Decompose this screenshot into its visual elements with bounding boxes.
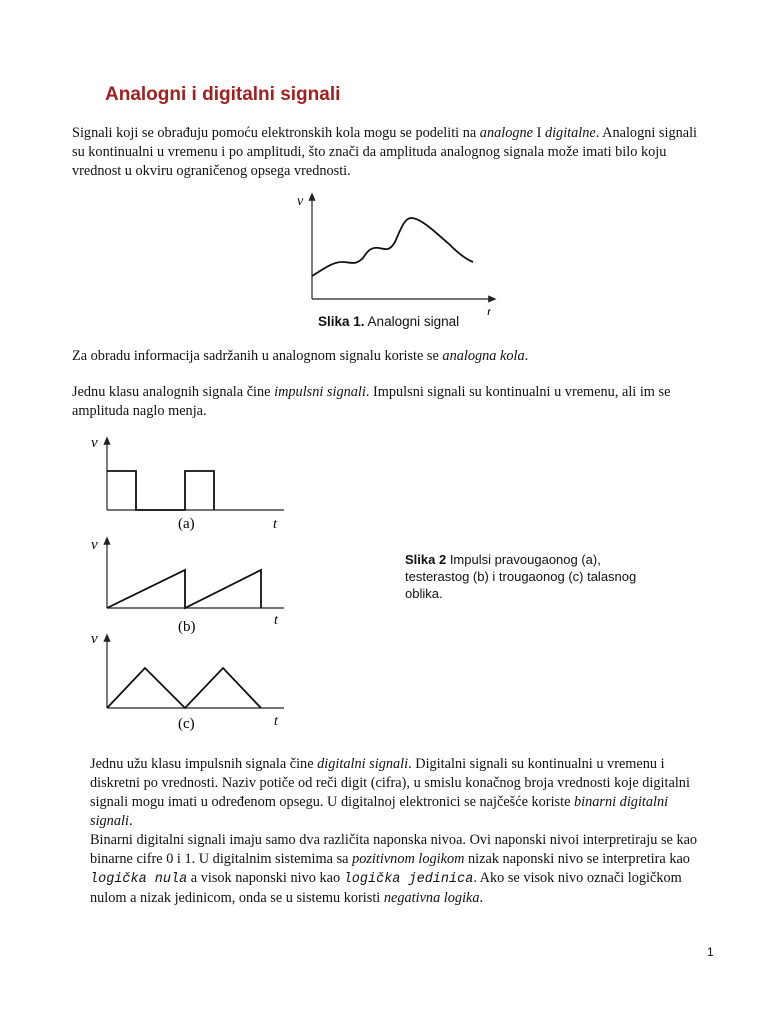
emphasis: digitalne bbox=[544, 125, 596, 141]
analog-signal-curve bbox=[312, 218, 473, 276]
x-axis-label: t bbox=[273, 517, 277, 532]
sawtooth-wave bbox=[107, 570, 261, 608]
page-title: Analogni i digitalni signali bbox=[105, 84, 341, 105]
x-axis-label: t bbox=[274, 613, 278, 628]
text: Binarni digitalni signali imaju samo dva različita naponska nivoa. Ovi naponski nivoi interpretiraju se kao binarne cifre 0 i 1. U digitalnim sistemima sa bbox=[90, 832, 698, 867]
emphasis: binarni digitalni signali bbox=[90, 794, 669, 829]
text: . bbox=[524, 348, 529, 364]
emphasis: analogne bbox=[479, 125, 534, 141]
y-axis-label: v bbox=[297, 194, 304, 209]
emphasis: negativna logika bbox=[383, 890, 480, 906]
digital-signals-paragraph bbox=[90, 755, 700, 908]
text: . bbox=[479, 890, 484, 906]
text: . Impulsni signali su kontinualni u vremenu, ali im se amplituda naglo menja. bbox=[72, 384, 671, 419]
text: nizak naponski nivo se interpretira kao bbox=[464, 851, 690, 867]
x-axis-label: t bbox=[487, 304, 491, 315]
sawtooth-pulse-plot bbox=[91, 537, 284, 635]
caption-label: Slika 2 bbox=[405, 552, 447, 567]
term-logic-zero: logička nula bbox=[90, 872, 188, 887]
impulse-signals-paragraph bbox=[72, 383, 712, 421]
text: a visok naponski nivo kao bbox=[187, 870, 344, 886]
emphasis: analogna kola bbox=[442, 348, 525, 364]
figure-analog-signal bbox=[285, 190, 505, 315]
y-axis-label: v bbox=[91, 631, 98, 647]
text: . Analogni signali su kontinualni u vremenu i po amplitudi, što znači da amplituda analognog signala može imati bilo koju vrednost u okviru ograničenog opsega vrednosti. bbox=[72, 125, 698, 179]
triangular-pulse-plot bbox=[91, 631, 284, 732]
label-b: (b) bbox=[178, 619, 196, 635]
figure-pulse-waveforms bbox=[88, 430, 298, 740]
text: . bbox=[128, 813, 133, 829]
x-axis-label: t bbox=[274, 714, 278, 729]
figure-1-caption bbox=[318, 314, 459, 329]
caption-label: Slika 1. bbox=[318, 314, 365, 329]
label-c: (c) bbox=[178, 716, 195, 732]
text: . Digitalni signali su kontinualni u vremenu i diskretni po vrednosti. Naziv potiče od reči digit (cifra), u smislu konačnog broja vrednosti koje digitalni signali mogu imati u određenom opsegu. U digitalnoj elektronici se najčešće koriste bbox=[90, 756, 690, 810]
text: Jednu klasu analognih signala čine bbox=[72, 384, 275, 400]
triangular-wave bbox=[107, 668, 261, 708]
text: Jednu užu klasu impulsnih signala čine bbox=[90, 756, 318, 772]
text: Signali koji se obrađuju pomoću elektronskih kola mogu se podeliti na bbox=[72, 125, 480, 141]
intro-paragraph bbox=[72, 124, 712, 181]
emphasis: digitalni signali bbox=[317, 756, 409, 772]
text: I bbox=[533, 125, 545, 141]
term-logic-one: logička jedinica bbox=[343, 872, 474, 887]
y-axis-label: v bbox=[91, 435, 98, 451]
text: . Ako se visok nivo označi logičkom nulom a nizak jedinicom, onda se u sistemu koristi bbox=[90, 870, 682, 906]
text: Za obradu informacija sadržanih u analognom signalu koriste se bbox=[72, 348, 443, 364]
emphasis: impulsni signali bbox=[274, 384, 366, 400]
rectangular-pulse-plot bbox=[91, 435, 284, 532]
label-a: (a) bbox=[178, 516, 195, 532]
page-number: 1 bbox=[707, 945, 714, 959]
y-axis-label: v bbox=[91, 537, 98, 553]
caption-text: Analogni signal bbox=[364, 314, 460, 329]
rectangular-pulse-wave bbox=[107, 471, 214, 510]
caption-text: Impulsi pravougaonog (a), testerastog (b) i trougaonog (c) talasnog oblika. bbox=[405, 552, 637, 601]
analog-circuits-paragraph bbox=[72, 347, 712, 366]
figure-2-caption bbox=[405, 551, 665, 602]
emphasis: pozitivnom logikom bbox=[352, 851, 465, 867]
